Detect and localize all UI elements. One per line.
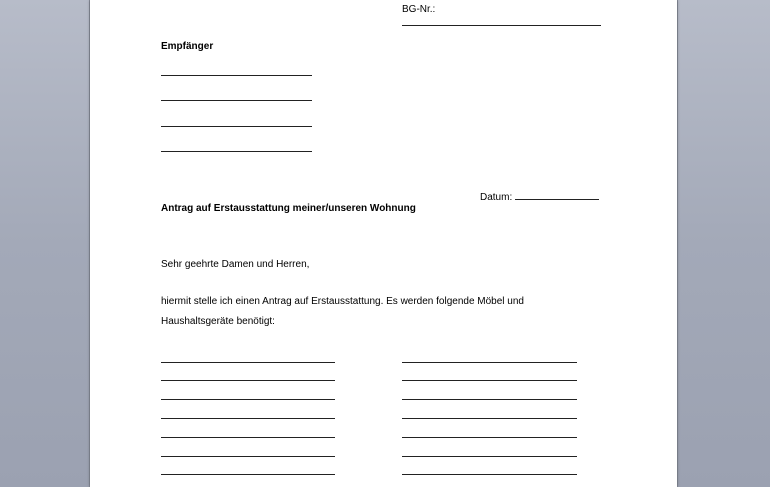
date-field-line [515,190,599,200]
item-line-right-6 [402,456,577,457]
item-line-left-4 [161,418,335,419]
salutation: Sehr geehrte Damen und Herren, [161,259,310,270]
document-page [90,0,677,487]
recipient-label: Empfänger [161,41,214,52]
body-text-line-1: hiermit stelle ich einen Antrag auf Erstausstattung. Es werden folgende Möbel und [161,296,524,307]
recipient-line-3 [161,126,312,127]
item-line-right-2 [402,380,577,381]
item-line-left-6 [161,456,335,457]
recipient-line-4 [161,151,312,152]
item-line-right-7 [402,474,577,475]
subject-line: Antrag auf Erstausstattung meiner/unseren Wohnung [161,203,416,214]
date-field [480,190,599,204]
date-label: Datum: [480,192,513,203]
body-text-line-2: Haushaltsgeräte benötigt: [161,316,275,327]
recipient-line-2 [161,100,312,101]
item-line-right-4 [402,418,577,419]
item-line-left-7 [161,474,335,475]
item-line-left-2 [161,380,335,381]
item-line-left-1 [161,362,335,363]
item-line-right-5 [402,437,577,438]
recipient-line-1 [161,75,312,76]
item-line-right-3 [402,399,577,400]
bg-number-label: BG-Nr.: [402,4,436,15]
item-line-right-1 [402,362,577,363]
item-line-left-3 [161,399,335,400]
bg-number-field-line [402,25,601,26]
item-line-left-5 [161,437,335,438]
